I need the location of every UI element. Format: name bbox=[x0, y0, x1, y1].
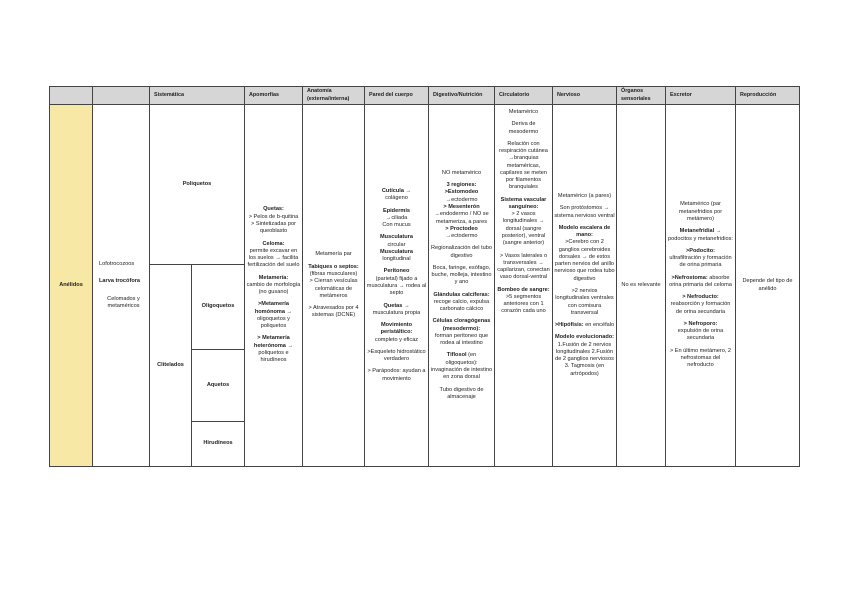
group-features-cell bbox=[93, 105, 150, 467]
header-organos: Órganos sensoriales bbox=[617, 87, 666, 105]
pared-musc-long-title: Musculatura bbox=[380, 248, 413, 255]
dig-celulas-title: Células cloragógenas (mesodermo): bbox=[432, 318, 491, 332]
apo-quetas-2: > Sintetizadas por queoblasto bbox=[251, 221, 296, 235]
header-excretor: Excretor bbox=[666, 87, 736, 105]
anat-tabiques-2: > Cierran vesículas celomáticas de metámeros bbox=[309, 278, 358, 299]
pared-peritoneo-title: Peritoneo bbox=[383, 268, 410, 275]
nerv-protostomos: Son protóstomos → sistema nervioso ventral bbox=[554, 205, 615, 219]
reproduccion-text: Depende del tipo de anélido bbox=[742, 278, 793, 292]
circ-sistema-title: Sistema vascular sanguíneo: bbox=[500, 196, 547, 210]
header-sistematica: Sistemática bbox=[150, 87, 245, 105]
nervioso-cell bbox=[553, 105, 617, 467]
sist-aquetos: Aquetos bbox=[192, 350, 245, 422]
sist-clitelados: Clitelados bbox=[150, 265, 192, 467]
pared-parapodos: > Parápodos: ayudan a movimiento bbox=[367, 368, 426, 382]
dig-no-metamerico: NO metamérico bbox=[441, 169, 482, 176]
pared-esqueleto: >Esqueleto hidrostático verdadero bbox=[367, 348, 426, 363]
dig-tiflosol-body: (en oligoquetos): invaginación de intestino en zona dorsal bbox=[430, 352, 493, 381]
dig-glandulas-body: recoge calcio, expulsa carbonato cálcico bbox=[433, 298, 490, 313]
header-circulatorio: Circulatorio bbox=[495, 87, 553, 105]
nerv-hipofisis-title: >Hipófisis: bbox=[554, 322, 584, 329]
sist-poliquetos: Poliquetos bbox=[150, 105, 245, 265]
anat-tabiques-3: > Atravesados por 4 sistemas (DCNE) bbox=[308, 305, 359, 319]
apo-homonoma-body: oligoquetos y poliquetos bbox=[257, 315, 290, 330]
anelidos-table bbox=[49, 86, 800, 467]
header-row bbox=[50, 87, 800, 105]
header-reproduccion: Reproducción bbox=[736, 87, 800, 105]
exc-podocito-body: ultrafiltración y formación de orina primaria bbox=[669, 255, 732, 269]
nerv-modelo-title: Modelo escalera de mano: bbox=[558, 224, 611, 239]
header-digestivo: Digestivo/Nutrición bbox=[429, 87, 495, 105]
header-empty-2 bbox=[93, 87, 150, 105]
circ-metamerico: Metamérico bbox=[508, 109, 539, 115]
circulatorio-cell bbox=[495, 105, 553, 467]
apo-celoma-title: Celoma: bbox=[262, 240, 285, 247]
dig-estomodeo-title: >Estomodeo bbox=[444, 189, 479, 196]
dig-glandulas-title: Glándulas calcíferas: bbox=[433, 291, 490, 298]
circ-vasos: > 2 vasos longitudinales → dorsal (sangre posterior), ventral (sangre anterior) bbox=[501, 211, 546, 247]
pared-cuticula-title: Cutícula → bbox=[381, 188, 412, 195]
circ-bombeo-title: Bombeo de sangre: bbox=[497, 286, 550, 293]
exc-nefroducto-title: > Nefroducto: bbox=[682, 294, 719, 301]
apo-metameria-title: Metamería: bbox=[258, 274, 289, 281]
nerv-evol-body: 1.Fusión de 2 nervios longitudinales 2.Fusión de 2 ganglios nerviosos 3. Tagmosis (en artrópodos) bbox=[555, 341, 614, 377]
apo-quetas-1: > Pelos de b-quitina bbox=[248, 213, 299, 220]
dig-mesenteron-title: > Mesenterón bbox=[443, 203, 480, 210]
exc-metanefridial-title: Metanefridial → bbox=[679, 228, 722, 235]
pared-epidermis-title: Epidermis bbox=[382, 207, 411, 214]
pared-musc-circ-body: circular bbox=[387, 241, 406, 248]
apomorfias-cell bbox=[245, 105, 303, 467]
circ-bombeo-body: >5 segmentos anteriores con 1 corazón cada uno bbox=[501, 293, 546, 315]
pared-movimiento-title: Movimiento peristáltico: bbox=[380, 322, 413, 336]
exc-nefrostoma-title: >Nefrostoma: bbox=[671, 274, 708, 281]
feature-celomados: Celomados y metaméricos bbox=[107, 295, 140, 309]
organos-text: No es relevante bbox=[621, 281, 661, 288]
pared-cell bbox=[365, 105, 429, 467]
feature-larva: Larva trocófora bbox=[99, 278, 141, 285]
group-name-cell bbox=[50, 105, 93, 467]
nerv-nervios: >2 nervios longitudinales ventrales con comisura transversal bbox=[555, 288, 614, 316]
apo-heteronoma-body: poliquetos e hirudíneos bbox=[258, 349, 289, 364]
anatomia-cell bbox=[303, 105, 365, 467]
circ-deriva: Deriva de mesodermo bbox=[508, 121, 539, 135]
pared-quetas-body: musculatura propia bbox=[372, 309, 421, 316]
dig-regionalizacion: Regionalización del tubo digestivo bbox=[431, 245, 492, 259]
exc-metamerico: Metamérico (par metanefridios por metámero) bbox=[678, 201, 723, 222]
apo-celoma-body: permite excavar en los suelos → facilita fertilización del suelo bbox=[247, 247, 300, 269]
reproduccion-cell bbox=[736, 105, 800, 467]
feature-lofotrocozoos: Lofotrocozoos bbox=[99, 260, 135, 267]
dig-proctodeo-body: →ectodermo bbox=[445, 233, 478, 240]
header-empty-1 bbox=[50, 87, 93, 105]
exc-nefroducto-body: reabsorción y formación de orina secundaria bbox=[670, 301, 731, 315]
pared-cuticula-body: colágeno bbox=[385, 195, 408, 202]
nerv-evol-title: Modelo evolucionado: bbox=[554, 334, 615, 341]
dig-celulas-body: forman peritoneo que rodea al intestino bbox=[434, 332, 489, 347]
pared-peritoneo-body: (parietal) fijado a musculatura → rodea al septo bbox=[366, 275, 427, 297]
exc-podocito-title: >Podocito: bbox=[685, 247, 716, 254]
exc-nefroporo-body: expulsión de orina secundaria bbox=[677, 328, 724, 342]
excretor-cell bbox=[666, 105, 736, 467]
pared-musc-circ-title: Musculatura bbox=[380, 234, 413, 241]
exc-nefrostoma-body: absorbe orina primaria del celoma bbox=[669, 274, 732, 288]
apo-heteronoma-title: > Metamería heterónoma → bbox=[253, 335, 294, 349]
dig-mesenteron-body: →endodermo / NO se metameriza, a pares bbox=[434, 211, 489, 225]
pared-epidermis-2: Con mucus bbox=[382, 222, 411, 229]
organos-cell bbox=[617, 105, 666, 467]
anat-tabiques-title: Tabiques o septos: bbox=[308, 263, 359, 270]
nerv-cerebro: >Cerebro con 2 ganglios cerebroides dorsales → de estos parten nervios del anillo nervioso que rodea tubo digestivo bbox=[554, 239, 615, 282]
dig-estomodeo-body: →ectodermo bbox=[445, 196, 478, 203]
sist-oligoquetos: Oligoquetos bbox=[192, 265, 245, 350]
anat-tabiques-1: (fibras musculares) bbox=[309, 270, 358, 277]
nerv-metamerico: Metamérico (a pares) bbox=[557, 193, 612, 200]
digestivo-cell bbox=[429, 105, 495, 467]
circ-relacion: Relación con respiración cutánea →branquias metaméricas, capilares se meten por filamentos branquiales bbox=[499, 140, 548, 191]
dig-proctodeo-title: > Proctodeo bbox=[445, 225, 478, 232]
group-name: Anélidos bbox=[59, 281, 83, 288]
circ-laterales: > Vasos laterales o transversales → capilarizan, conectan vaso dorsal-ventral bbox=[497, 252, 550, 281]
apo-quetas-title: Quetas: bbox=[263, 206, 284, 213]
header-nervioso: Nervioso bbox=[553, 87, 617, 105]
pared-movimiento-body: completo y eficaz bbox=[374, 336, 419, 343]
header-apomorfias: Apomorfías bbox=[245, 87, 303, 105]
exc-metanefridial-body: podocitos y metanefridios: bbox=[668, 235, 733, 242]
header-pared: Pared del cuerpo bbox=[365, 87, 429, 105]
pared-quetas-title: Quetas → bbox=[383, 302, 410, 309]
exc-nefroporo-title: > Nefroporo: bbox=[683, 320, 718, 327]
exc-ultimo: > En último metámero, 2 nefrostomas del nefroducto bbox=[669, 347, 732, 369]
sist-hirudineos: Hirudíneos bbox=[192, 422, 245, 467]
row-poliquetos bbox=[50, 105, 800, 265]
dig-partes: Boca, faringe, esófago, buche, molleja, intestino y ano bbox=[431, 264, 492, 286]
apo-metameria-body: cambio de morfología (no gusano) bbox=[246, 281, 301, 296]
anat-intro: Metamería par bbox=[315, 251, 352, 258]
pared-epidermis-1: →ciliada bbox=[385, 214, 408, 221]
dig-tiflosol-title: Tiflosol bbox=[446, 352, 467, 359]
nerv-hipofisis-body: en encéfalo bbox=[585, 322, 615, 329]
dig-tubo: Tubo digestivo de almacenaje bbox=[439, 386, 484, 400]
pared-musc-long-body: longitudinal bbox=[382, 256, 411, 263]
dig-regiones-title: 3 regiones: bbox=[446, 182, 477, 189]
apo-homonoma-title: >Metamería homónoma → bbox=[254, 301, 293, 315]
header-anatomia: Anatomía (externa/interna) bbox=[303, 87, 365, 105]
